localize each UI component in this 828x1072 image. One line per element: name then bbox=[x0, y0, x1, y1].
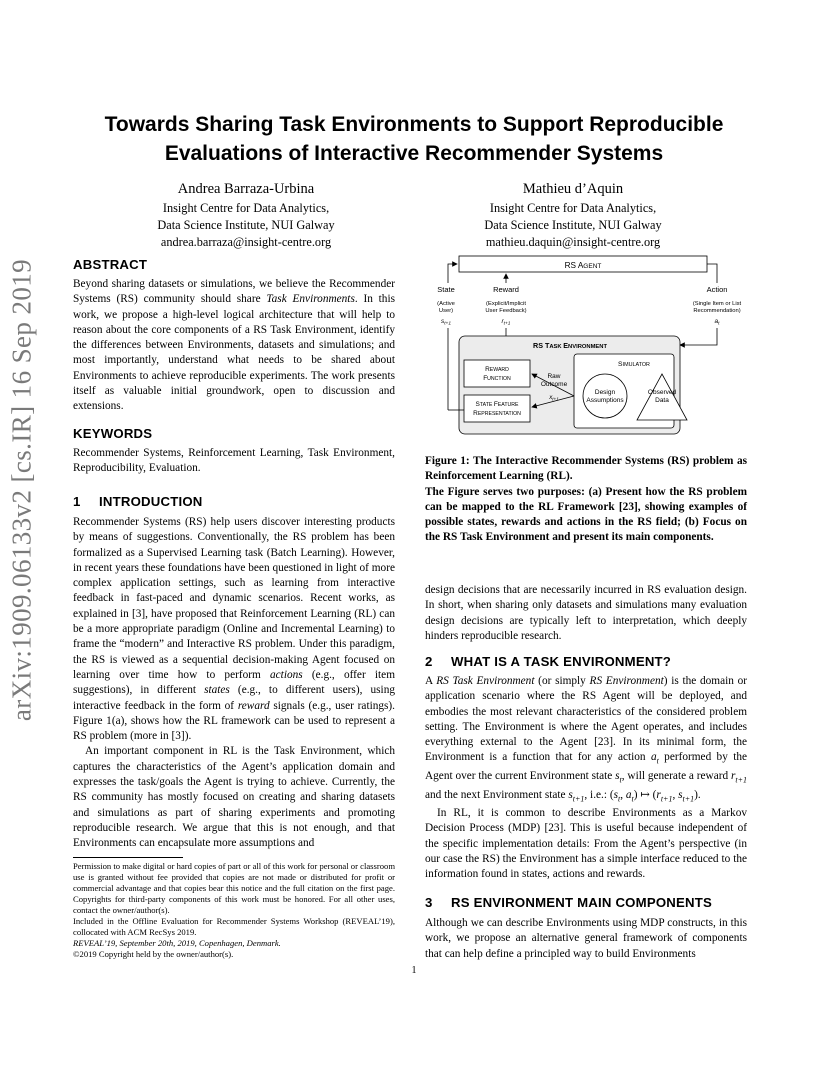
observed-data-label: Data bbox=[655, 397, 669, 404]
figure-caption: Figure 1: The Interactive Recommender Systems (RS) problem as Reinforcement Learning (RL). The Figure serves two purposes: (a) Present how the RS problem can be mapped to the RL Framework [23], showing examples of possible states, rewards and actions in the RS field; (b) Focus on the RS Task Environment and present its main components. bbox=[425, 455, 747, 544]
raw-outcome-label: Outcome bbox=[540, 381, 568, 388]
state-example: User) bbox=[438, 308, 454, 314]
keywords-text: Recommender Systems, Reinforcement Learning, Task Environment, Reproducibility, Evaluation. bbox=[73, 447, 395, 475]
raw-outcome-label: Raw bbox=[547, 373, 561, 380]
state-feature-label: REPRESENTATION bbox=[473, 410, 521, 417]
arxiv-identifier bbox=[2, 258, 42, 722]
reward-variable: $r_{t+1}$ bbox=[501, 318, 511, 327]
design-assumptions-label: Design bbox=[594, 389, 616, 396]
title-line-2: Evaluations of Interactive Recommender Systems bbox=[164, 142, 664, 165]
author-email: andrea.barraza@insight-centre.org bbox=[160, 235, 332, 249]
reward-label: Reward bbox=[493, 285, 519, 294]
action-variable: $a_t$ bbox=[714, 318, 720, 327]
footnote-rule bbox=[73, 857, 183, 858]
section-2-text: A RS Task Environment (or simply RS Environment) is the domain or application scenario where the RS Agent will be deployed, and embodies the most relevant characteristics of the considered problem setting. The Environment is where the Agent operates, and includes everything external to the Agent [23]. In its minimal form, the Environment is a function that for any action $a_t$ performed by the Agent over the current Environment state $s_t$, will generate a reward $r_{t+1}$ and the next Environment state $s_{t+1}$, i.e.: ($s_t$, $a_t$) ↦ ($r_{t+1}$, $s_{t+1}$). In RL, it is common to describe Environments as a Markov Decision Process (MDP) [23]. This is useful because independent of the specific implementation details: From the Agent’s perspective (in our case the RS) the Environment has a simple interface reduced to the information found in states, actions and rewards. bbox=[425, 675, 747, 881]
arxiv-text: arXiv:1909.06133v2 [cs.IR] 16 Sep 2019 bbox=[6, 258, 37, 722]
author-name: Mathieu d’Aquin bbox=[522, 181, 624, 197]
action-example: (Single Item or List bbox=[692, 301, 742, 307]
author-affiliation: Data Science Institute, NUI Galway bbox=[157, 218, 335, 232]
author-name: Andrea Barraza-Urbina bbox=[177, 181, 315, 197]
state-example: (Active bbox=[437, 301, 455, 307]
section-heading-introduction: 1 INTRODUCTION bbox=[73, 494, 203, 509]
reward-function-box bbox=[464, 360, 530, 387]
abstract-heading: ABSTRACT bbox=[73, 257, 148, 272]
observed-data-label: Observed bbox=[647, 389, 677, 396]
reward-example: (Explicit/Implicit bbox=[486, 301, 526, 307]
section-heading-task-environment: 2 WHAT IS A TASK ENVIRONMENT? bbox=[425, 654, 672, 669]
reward-example: User Feedback) bbox=[485, 308, 527, 314]
state-feature-label: STATE FEATURE bbox=[475, 401, 519, 408]
state-feature-representation-box bbox=[464, 395, 530, 422]
design-assumptions-circle bbox=[583, 374, 627, 418]
action-example: Recommendation) bbox=[693, 308, 741, 314]
design-assumptions-label: Assumptions bbox=[586, 397, 624, 404]
copyright-footnote: Permission to make digital or hard copies of part or all of this work for personal or classroom use is granted without fee provided that copies are not made or distributed for profit or commercial advantage and that copies bear this notice and the full citation on the first page. Copyrights for third-party components of this work must be honored. For all other uses, contact the owner/author(s). Included in the Offline Evaluation for Recommender Systems Workshop (REVEAL’19), collocated with ACM RecSys 2019. REVEAL’19, September 20th, 2019, Copenhagen, Denmark. ©2019 Copyright held by the owner/author(s). bbox=[73, 861, 395, 959]
author-email: mathieu.daquin@insight-centre.org bbox=[485, 235, 661, 249]
author-block-1 bbox=[126, 178, 366, 251]
reward-function-label: FUNCTION bbox=[483, 375, 511, 382]
abstract-text: Beyond sharing datasets or simulations, we believe the Recommender Systems (RS) community should share Task Environments. In this work, we propose a high-level logical architecture that will help to reason about the core components of a RS Task Environment, identify the differences between Environments, datasets and simulations; and most importantly, understand what needs to be shared about Environments to achieve reproducible experiments. The work presents itself as valuable initial groundwork, open to discussion and extensions. bbox=[73, 278, 395, 413]
body-text-continued: design decisions that are necessarily incurred in RS evaluation design. In short, when sharing only datasets and simulations many evaluation design decisions are typically left to interpretation, which deeply hinders reproducible research. bbox=[425, 584, 747, 642]
rs-task-environment-label: RS TASK ENVIRONMENT bbox=[533, 341, 607, 350]
action-label: Action bbox=[706, 285, 728, 294]
page-number: 1 bbox=[411, 965, 417, 976]
figure-rs-rl-diagram bbox=[424, 250, 752, 442]
raw-outcome-variable: $x_{t+1}$ bbox=[549, 394, 559, 402]
simulator-label: SIMULATOR bbox=[618, 361, 650, 368]
introduction-text: Recommender Systems (RS) help users discover interesting products by means of suggestions. Conventionally, the RS problem has been formalized as a Supervised Learning task (Batch Learning). However, in recent years these foundations have been questioned in light of more complex application settings, such as learning from interactive feedback in fast-paced and dynamic scenarios. Recent works, as explained in [3], have proposed that Reinforcement Learning (RL) can be a more appropriate paradigm (Online and Incremental Learning) to frame the “modern” and Interactive RS problem. Under this paradigm, the RS is viewed as a sequential decision-making Agent focused on learning over time how to perform actions (e.g., offer item suggestions), in different states (e.g., to different users), using interactive feedback in the form of reward signals (e.g., user ratings). Figure 1(a), shows how the RL framework can be used to represent a RS problem (more in [3]). An important component in RL is the Task Environment, which captures the characteristics of the Agent’s application domain and expresses the task/goals the Agent is trying to achieve. Currently, the RS community has mostly focused on creating and sharing datasets and simulations as part of sharing experiments and promoting reproducible research. We argue that this is not enough, and that Environments can encapsulate more assumptions and bbox=[73, 516, 395, 850]
author-affiliation: Data Science Institute, NUI Galway bbox=[484, 218, 662, 232]
paper-title bbox=[40, 110, 788, 168]
state-variable: $s_{t+1}$ bbox=[440, 318, 452, 327]
author-affiliation: Insight Centre for Data Analytics, bbox=[489, 201, 657, 215]
author-block-2 bbox=[453, 178, 693, 251]
section-heading-main-components: 3 RS ENVIRONMENT MAIN COMPONENTS bbox=[425, 895, 712, 910]
rs-agent-label: RS AGENT bbox=[564, 261, 602, 270]
keywords-heading: KEYWORDS bbox=[73, 426, 153, 441]
state-label: State bbox=[437, 285, 455, 294]
reward-function-label: REWARD bbox=[485, 366, 509, 373]
section-3-text: Although we can describe Environments using MDP constructs, in this work, we propose an alternative general framework of components that can help define a principled way to build Environments bbox=[425, 917, 747, 960]
title-line-1: Towards Sharing Task Environments to Support Reproducible bbox=[104, 113, 724, 136]
author-affiliation: Insight Centre for Data Analytics, bbox=[162, 201, 330, 215]
